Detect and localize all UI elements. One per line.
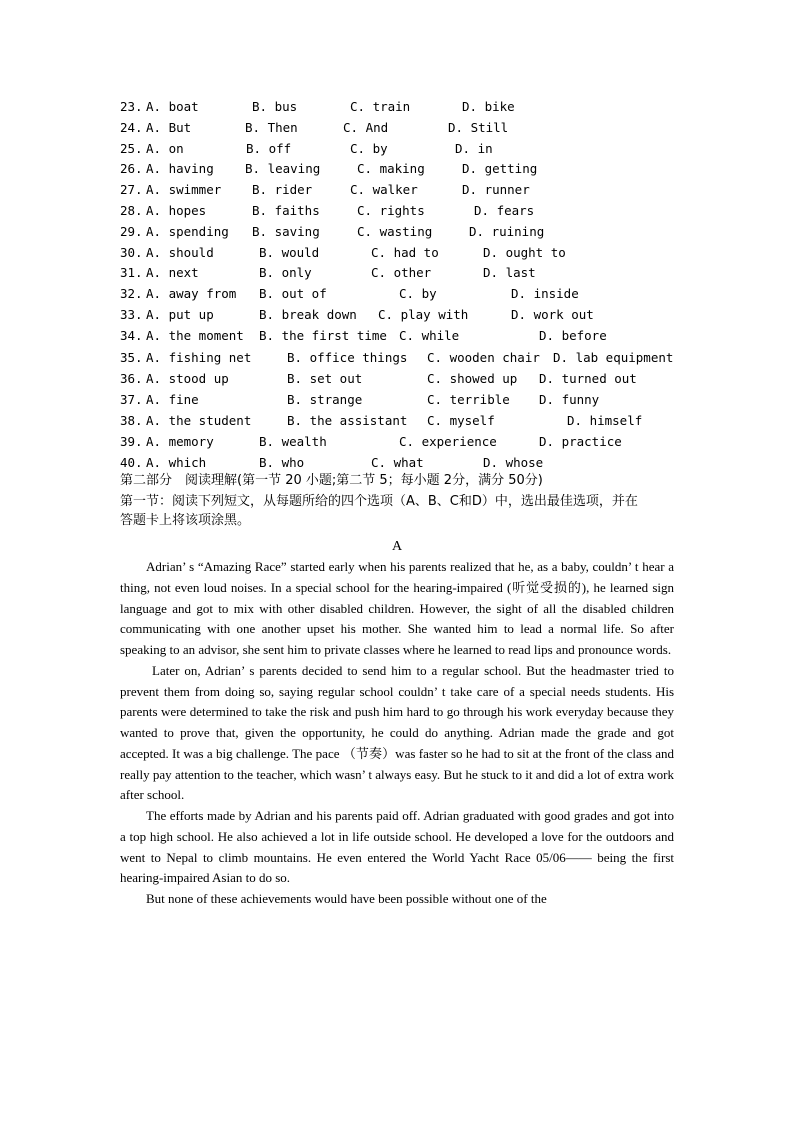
option-c: C. making (357, 161, 425, 177)
option-d: D. funny (539, 392, 600, 407)
option-b: B. would (259, 244, 320, 260)
section1-instruction-line2: 答题卡上将该项涂黑。 (120, 513, 251, 528)
option-d: D. turned out (539, 371, 637, 386)
option-d: D. himself (567, 413, 643, 428)
option-a: A. put up (146, 307, 214, 322)
option-b: B. wealth (259, 434, 327, 449)
option-b: B. office things (287, 350, 408, 365)
question-number: 24. (120, 119, 143, 135)
question-number: 26. (120, 161, 143, 177)
option-b: B. break down (259, 307, 357, 322)
option-c: C. by (399, 286, 437, 302)
option-a: A. next (146, 265, 199, 281)
option-c: C. other (371, 265, 432, 281)
option-d: D. whose (483, 455, 544, 470)
option-a: A. which (146, 455, 207, 470)
question-number: 39. (120, 434, 143, 449)
part2-heading: 第二部分 阅读理解(第一节 20 小题;第二节 5；每小题 2分，满分 50分) (120, 473, 543, 488)
question-number: 38. (120, 413, 143, 428)
option-a: A. should (146, 244, 214, 260)
passage-body (120, 557, 674, 910)
question-number: 27. (120, 182, 143, 198)
option-b: B. Then (245, 119, 298, 135)
section1-instruction-line1: 第一节：阅读下列短文，从每题所给的四个选项（A、B、C和D）中，选出最佳选项，并在 (120, 494, 638, 509)
question-number: 34. (120, 327, 143, 343)
option-c: C. wasting (357, 223, 433, 239)
option-d: D. before (539, 327, 607, 343)
option-c: C. terrible (427, 392, 510, 407)
question-number: 30. (120, 244, 143, 260)
option-d: D. ruining (469, 223, 545, 239)
option-c: C. while (399, 327, 460, 343)
option-b: B. bus (252, 99, 298, 114)
option-c: C. what (371, 455, 424, 470)
question-number: 35. (120, 350, 143, 365)
question-number: 28. (120, 203, 143, 218)
passage-paragraph: Later on, Adrian’ s parents decided to send him to a regular school. But the headmaster tried to prevent them from doing so, saying regular school couldn’ t take care of a special needs students. His parents were determined to take the risk and push him hard to go through his work everyday because they wanted to prove that, given the opportunity, he could do anything. Adrian made the grade and got accepted. It was a big challenge. The pace （节奏）was faster so he had to sit at the front of the class and really pay attention to the teacher, which wasn’ t always easy. But he stuck to it and did a lot of extra work after school. (120, 662, 674, 803)
option-a: A. the student (146, 413, 252, 428)
option-c: C. And (343, 119, 389, 135)
option-c: C. experience (399, 434, 497, 449)
question-number: 23. (120, 99, 143, 114)
option-b: B. the first time (259, 327, 387, 343)
option-d: D. bike (462, 99, 515, 114)
option-d: D. Still (448, 119, 509, 135)
question-number: 40. (120, 455, 143, 470)
option-d: D. fears (474, 203, 535, 218)
question-number: 37. (120, 392, 143, 407)
option-a: A. But (146, 119, 192, 135)
option-a: A. on (146, 140, 184, 156)
option-a: A. stood up (146, 371, 229, 386)
question-number: 29. (120, 223, 143, 239)
option-b: B. only (259, 265, 312, 281)
option-b: B. set out (287, 371, 363, 386)
option-a: A. having (146, 161, 214, 177)
option-a: A. fine (146, 392, 199, 407)
passage-paragraph: But none of these achievements would have been possible without one of the (146, 891, 547, 906)
option-c: C. wooden chair (427, 350, 540, 365)
option-b: B. off (246, 140, 292, 156)
option-b: B. rider (252, 182, 313, 198)
option-d: D. practice (539, 434, 622, 449)
option-c: C. by (350, 140, 388, 156)
passage-title: A (391, 539, 403, 554)
option-a: A. hopes (146, 203, 207, 218)
question-number: 33. (120, 307, 143, 322)
option-a: A. the moment (146, 327, 244, 343)
option-a: A. memory (146, 434, 214, 449)
question-number: 31. (120, 265, 143, 281)
option-d: D. lab equipment (553, 350, 674, 365)
option-b: B. leaving (245, 161, 321, 177)
option-d: D. getting (462, 161, 538, 177)
option-c: C. myself (427, 413, 495, 428)
option-b: B. the assistant (287, 413, 408, 428)
option-c: C. train (350, 99, 411, 114)
option-a: A. away from (146, 286, 237, 302)
option-b: B. who (259, 455, 305, 470)
option-b: B. out of (259, 286, 327, 302)
option-b: B. faiths (252, 203, 320, 218)
question-number: 36. (120, 371, 143, 386)
option-a: A. spending (146, 223, 229, 239)
question-number: 32. (120, 286, 143, 302)
option-c: C. had to (371, 244, 439, 260)
passage-paragraph: The efforts made by Adrian and his parents paid off. Adrian graduated with good grades and got into a top high school. He also achieved a lot in life outside school. He developed a love for the outdoors and went to Nepal to climb mountains. He even entered the World Yacht Race 05/06—— being the first hearing-impaired Asian to do so. (120, 808, 674, 886)
option-d: D. runner (462, 182, 530, 198)
option-a: A. swimmer (146, 182, 222, 198)
option-d: D. last (483, 265, 536, 281)
option-d: D. in (455, 140, 493, 156)
option-a: A. fishing net (146, 350, 252, 365)
option-b: B. saving (252, 223, 320, 239)
question-number: 25. (120, 140, 143, 156)
option-c: C. walker (350, 182, 418, 198)
option-d: D. work out (511, 307, 594, 322)
passage-paragraph: Adrian’ s “Amazing Race” started early when his parents realized that he, as a baby, couldn’ t hear a thing, not even loud noises. In a special school for the hearing-impaired (听觉受损的), he learned sign language and got to mix with other disabled children. However, the sight of all the disabled children communicating with one another upset his mother. She wanted him to lead a normal life. So after speaking to an advisor, she sent him to private classes where he learned to read lips and pronounce words. (120, 559, 674, 657)
option-d: D. inside (511, 286, 579, 302)
option-c: C. showed up (427, 371, 518, 386)
option-a: A. boat (146, 99, 199, 114)
option-d: D. ought to (483, 244, 566, 260)
option-c: C. rights (357, 203, 425, 218)
option-b: B. strange (287, 392, 363, 407)
option-c: C. play with (378, 307, 469, 322)
